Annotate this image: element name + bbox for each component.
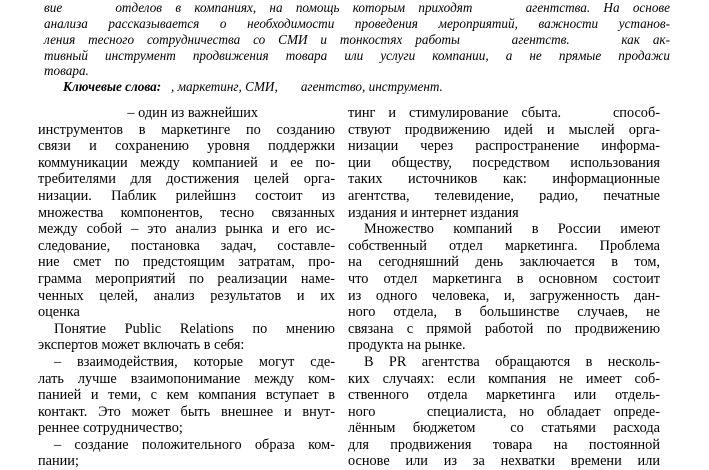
text-line: агентства, телевидение, радио, печатные xyxy=(348,187,660,204)
paragraph xyxy=(38,354,335,437)
text-line: следование, постановка задач, составле- xyxy=(38,237,335,254)
text-line: Понятие Public Relations по мнению xyxy=(54,320,335,337)
text-line: контакт. Это может быть внешнее и внут- xyxy=(38,403,335,420)
text-line: коммуникации между компанией и ее по- xyxy=(38,154,335,171)
abstract-block xyxy=(44,0,670,95)
text-line: ции обществу, посредством использования xyxy=(348,154,660,171)
text-line: вие отделов в компаниях, на помощь которым приходят агентства. На основе xyxy=(44,0,670,15)
text-line: низации через распространение информа- xyxy=(348,138,660,155)
text-line: между собой – это анализ рынка и его ис- xyxy=(38,221,335,238)
text-line: панией и теми, с кем компания вступает в xyxy=(38,387,335,404)
paragraph xyxy=(38,437,335,470)
paragraph xyxy=(348,221,660,354)
text-line: инструментов в маркетинге по созданию xyxy=(38,121,335,138)
text-line: оценка xyxy=(38,304,80,321)
keywords-label: Ключевые слова: xyxy=(63,79,162,95)
text-line: пании; xyxy=(38,453,79,470)
text-line: таких источников как: информационные xyxy=(348,171,660,188)
paragraph xyxy=(348,354,660,470)
text-line: – один из важнейших xyxy=(38,105,259,121)
text-line: ствуют продвижению идей и мыслей орга- xyxy=(348,121,660,138)
text-line: ких случаях: если компания не имеет соб- xyxy=(348,370,660,387)
paragraph xyxy=(38,122,335,321)
keywords-line xyxy=(44,79,670,95)
paragraph xyxy=(348,105,660,221)
text-line: на сегодняшний день заключается в том, xyxy=(348,254,660,271)
column-left xyxy=(38,105,335,470)
paragraph xyxy=(44,0,670,79)
text-line: из одного человека, и, загруженность дан- xyxy=(348,287,660,304)
text-line: множества компонентов, тесно связанных xyxy=(38,204,335,221)
text-line: собственный отдел маркетинга. Проблема xyxy=(348,237,660,254)
text-line: товара. xyxy=(44,63,89,79)
text-line: В PR агентства обращаются в несколь- xyxy=(364,353,660,370)
text-line: что отдел маркетинга в основном состоит xyxy=(348,270,660,287)
text-line: связи и сохранению уровня поддержки xyxy=(38,138,335,155)
column-right xyxy=(348,105,660,470)
text-line: грамма мероприятий по реализации наме- xyxy=(38,270,335,287)
text-line: для продвижения товара на постоянной xyxy=(348,436,660,453)
abstract-text xyxy=(44,0,670,79)
text-line: ного специалиста, но обладает опреде- xyxy=(348,403,660,420)
text-line: издания и интернет издания xyxy=(348,204,519,221)
text-line: анализа рассказывается о необходимости проведения мероприятий, важности установ- xyxy=(44,15,670,31)
text-line: реннее сотрудничество; xyxy=(38,420,183,437)
text-line: ченных целей, анализ результатов и их xyxy=(38,287,335,304)
text-line: – создание положительного образа ком- xyxy=(54,436,335,453)
text-line: основе или из за нехватки времени или xyxy=(348,453,660,470)
text-line: – взаимодействия, которые могут сде- xyxy=(54,353,335,370)
text-line: тивный инструмент продвижения товара или услуги компании, а не прямые продажи xyxy=(44,47,670,63)
text-line: связана с прямой работой по продвижению xyxy=(348,320,660,337)
text-line: лённым бюджетом со статьями расхода xyxy=(348,420,660,437)
paragraph xyxy=(38,321,335,354)
text-line: экспертов может включать в себя: xyxy=(38,337,245,354)
text-line: ние смет по предстоящим затратам, про- xyxy=(38,254,335,271)
text-line: ного отдела, в большинстве случаев, не xyxy=(348,304,660,321)
text-line: лать лучше взаимопонимание между ком- xyxy=(38,370,335,387)
text-line: тинг и стимулирование сбыта. способ- xyxy=(348,105,660,121)
paragraph xyxy=(38,105,335,122)
text-line: ственного отдела маркетинга или отдель- xyxy=(348,387,660,404)
text-line: ления тесного сотрудничества со СМИ и тонкостях работы агентств. как ак- xyxy=(44,31,670,47)
text-line: требителями для достижения целей орга- xyxy=(38,171,335,188)
text-line: низации. Паблик рилейшнз состоит из xyxy=(38,187,335,204)
text-line: Множество компаний в России имеют xyxy=(364,221,660,238)
keywords-text: , маркетинг, СМИ, агентство, инструмент. xyxy=(161,79,443,95)
text-line: продукта на рынке. xyxy=(348,337,466,354)
